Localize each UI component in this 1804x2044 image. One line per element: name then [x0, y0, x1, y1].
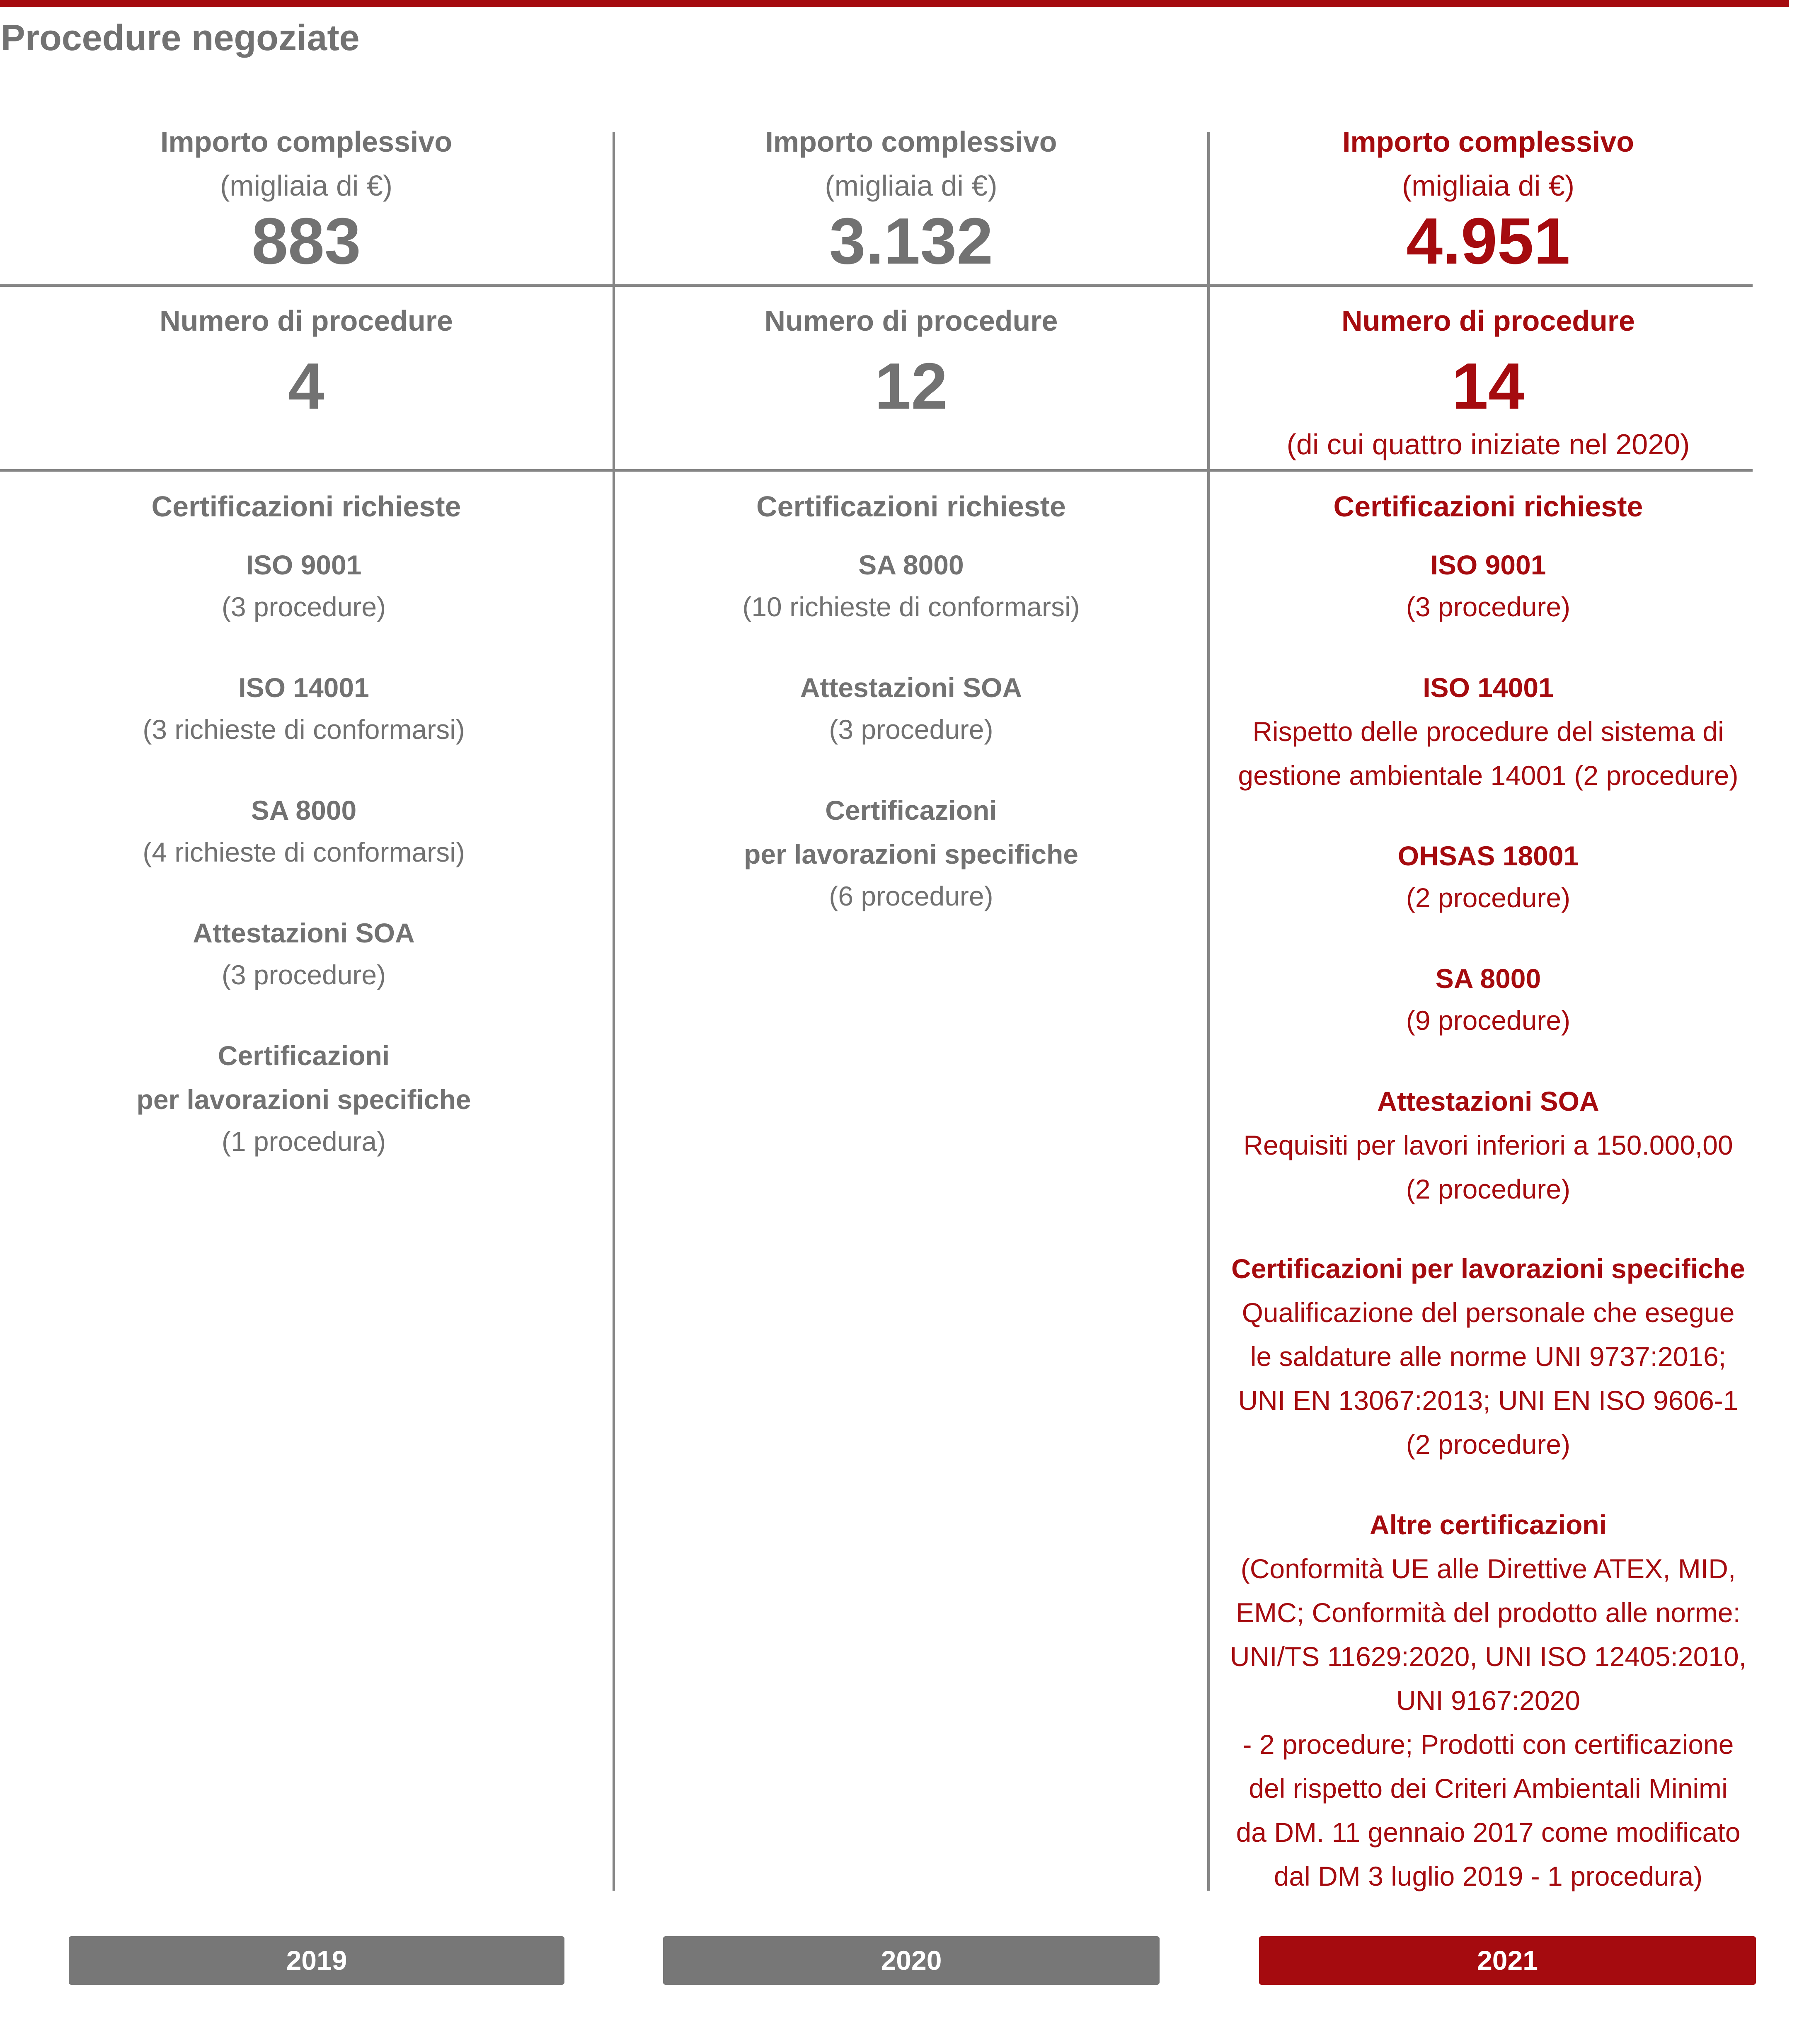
cert-desc: (6 procedure) — [829, 881, 993, 911]
cert-desc: (3 procedure) — [1406, 591, 1571, 622]
importo-label: Importo complessivo — [765, 126, 1057, 158]
importo-unit: (migliaia di €) — [220, 170, 393, 202]
cert-name: Attestazioni SOA — [800, 672, 1022, 703]
cert-item — [615, 666, 1207, 749]
cert-item — [0, 666, 613, 749]
column-2019 — [0, 0, 613, 1906]
cert-name: Certificazioni per lavorazioni specifiche — [136, 1040, 471, 1115]
cert-item — [0, 543, 613, 627]
cert-name: SA 8000 — [251, 795, 357, 826]
cert-desc: (10 richieste di conformarsi) — [742, 591, 1080, 622]
importo-value: 3.132 — [829, 205, 993, 278]
importo-label: Importo complessivo — [160, 126, 453, 158]
cert-name: SA 8000 — [858, 550, 964, 580]
year-label-2020: 2020 — [663, 1936, 1160, 1985]
numero-value: 12 — [874, 350, 948, 423]
cert-desc: (3 procedure) — [221, 959, 386, 990]
cert-item — [615, 543, 1207, 627]
cert-item — [1172, 543, 1804, 627]
cert-item — [1172, 957, 1804, 1040]
page-title: Procedure negoziate — [1, 17, 360, 58]
numero-label: Numero di procedure — [1341, 305, 1635, 337]
cert-item — [0, 1034, 613, 1161]
cert-desc: Requisiti per lavori inferiori a 150.000,00 (2 procedure) — [1243, 1130, 1733, 1204]
cert-label: Certificazioni richieste — [151, 490, 461, 523]
cert-item — [1172, 1247, 1804, 1466]
cert-name: SA 8000 — [1435, 963, 1541, 994]
cert-desc: Rispetto delle procedure del sistema di gestione ambientale 14001 (2 procedure) — [1238, 716, 1739, 791]
cert-desc: (2 procedure) — [1406, 882, 1571, 913]
cert-name: ISO 9001 — [1430, 550, 1546, 580]
cert-desc: (4 richieste di conformarsi) — [143, 837, 465, 867]
numero-label: Numero di procedure — [764, 305, 1058, 337]
cert-item — [1172, 834, 1804, 918]
cert-item — [1172, 666, 1804, 797]
column-2021 — [1210, 0, 1804, 1906]
cert-name: OHSAS 18001 — [1397, 840, 1579, 871]
cert-desc: (3 procedure) — [829, 714, 993, 745]
cert-name: Certificazioni per lavorazioni specifiche — [744, 795, 1078, 869]
cert-desc: (9 procedure) — [1406, 1005, 1571, 1036]
importo-label: Importo complessivo — [1342, 126, 1634, 158]
year-label-2019: 2019 — [69, 1936, 564, 1985]
cert-item — [615, 788, 1207, 916]
cert-item — [0, 788, 613, 872]
cert-item — [1172, 1503, 1804, 1898]
importo-unit: (migliaia di €) — [825, 170, 998, 202]
year-label-2021: 2021 — [1259, 1936, 1756, 1985]
importo-value: 4.951 — [1406, 205, 1570, 278]
cert-desc: (1 procedura) — [221, 1126, 386, 1157]
cert-item — [1172, 1079, 1804, 1211]
cert-item — [0, 911, 613, 995]
numero-value: 4 — [288, 350, 324, 423]
numero-note: (di cui quattro iniziate nel 2020) — [1286, 428, 1690, 460]
cert-label: Certificazioni richieste — [1333, 490, 1643, 523]
cert-desc: (3 richieste di conformarsi) — [143, 714, 465, 745]
cert-name: ISO 14001 — [1423, 672, 1554, 703]
cert-desc: (Conformità UE alle Direttive ATEX, MID, EMC; Conformità del prodotto alle norme: UNI/TS 11629:2020, UNI ISO 12405:2010, UNI 9167:2020 - 2 procedure; Prodotti con certificazione del rispetto dei Criteri Ambientali Minimi da DM. 11 gennaio 2017 come modificato dal DM 3 luglio 2019 - 1 procedura) — [1230, 1553, 1747, 1891]
numero-value: 14 — [1452, 350, 1525, 423]
importo-unit: (migliaia di €) — [1402, 170, 1575, 202]
cert-label: Certificazioni richieste — [756, 490, 1066, 523]
numero-label: Numero di procedure — [160, 305, 453, 337]
cert-name: Certificazioni per lavorazioni specifiche — [1231, 1253, 1745, 1284]
cert-name: ISO 9001 — [246, 550, 362, 580]
cert-name: ISO 14001 — [238, 672, 369, 703]
cert-desc: Qualificazione del personale che esegue le saldature alle norme UNI 9737:2016; UNI EN 13067:2013; UNI EN ISO 9606-1 (2 procedure) — [1238, 1297, 1739, 1460]
cert-name: Attestazioni SOA — [193, 918, 415, 948]
importo-value: 883 — [252, 205, 361, 278]
column-2020 — [615, 0, 1207, 1906]
cert-name: Altre certificazioni — [1369, 1509, 1607, 1540]
cert-desc: (3 procedure) — [221, 591, 386, 622]
cert-name: Attestazioni SOA — [1377, 1086, 1599, 1116]
